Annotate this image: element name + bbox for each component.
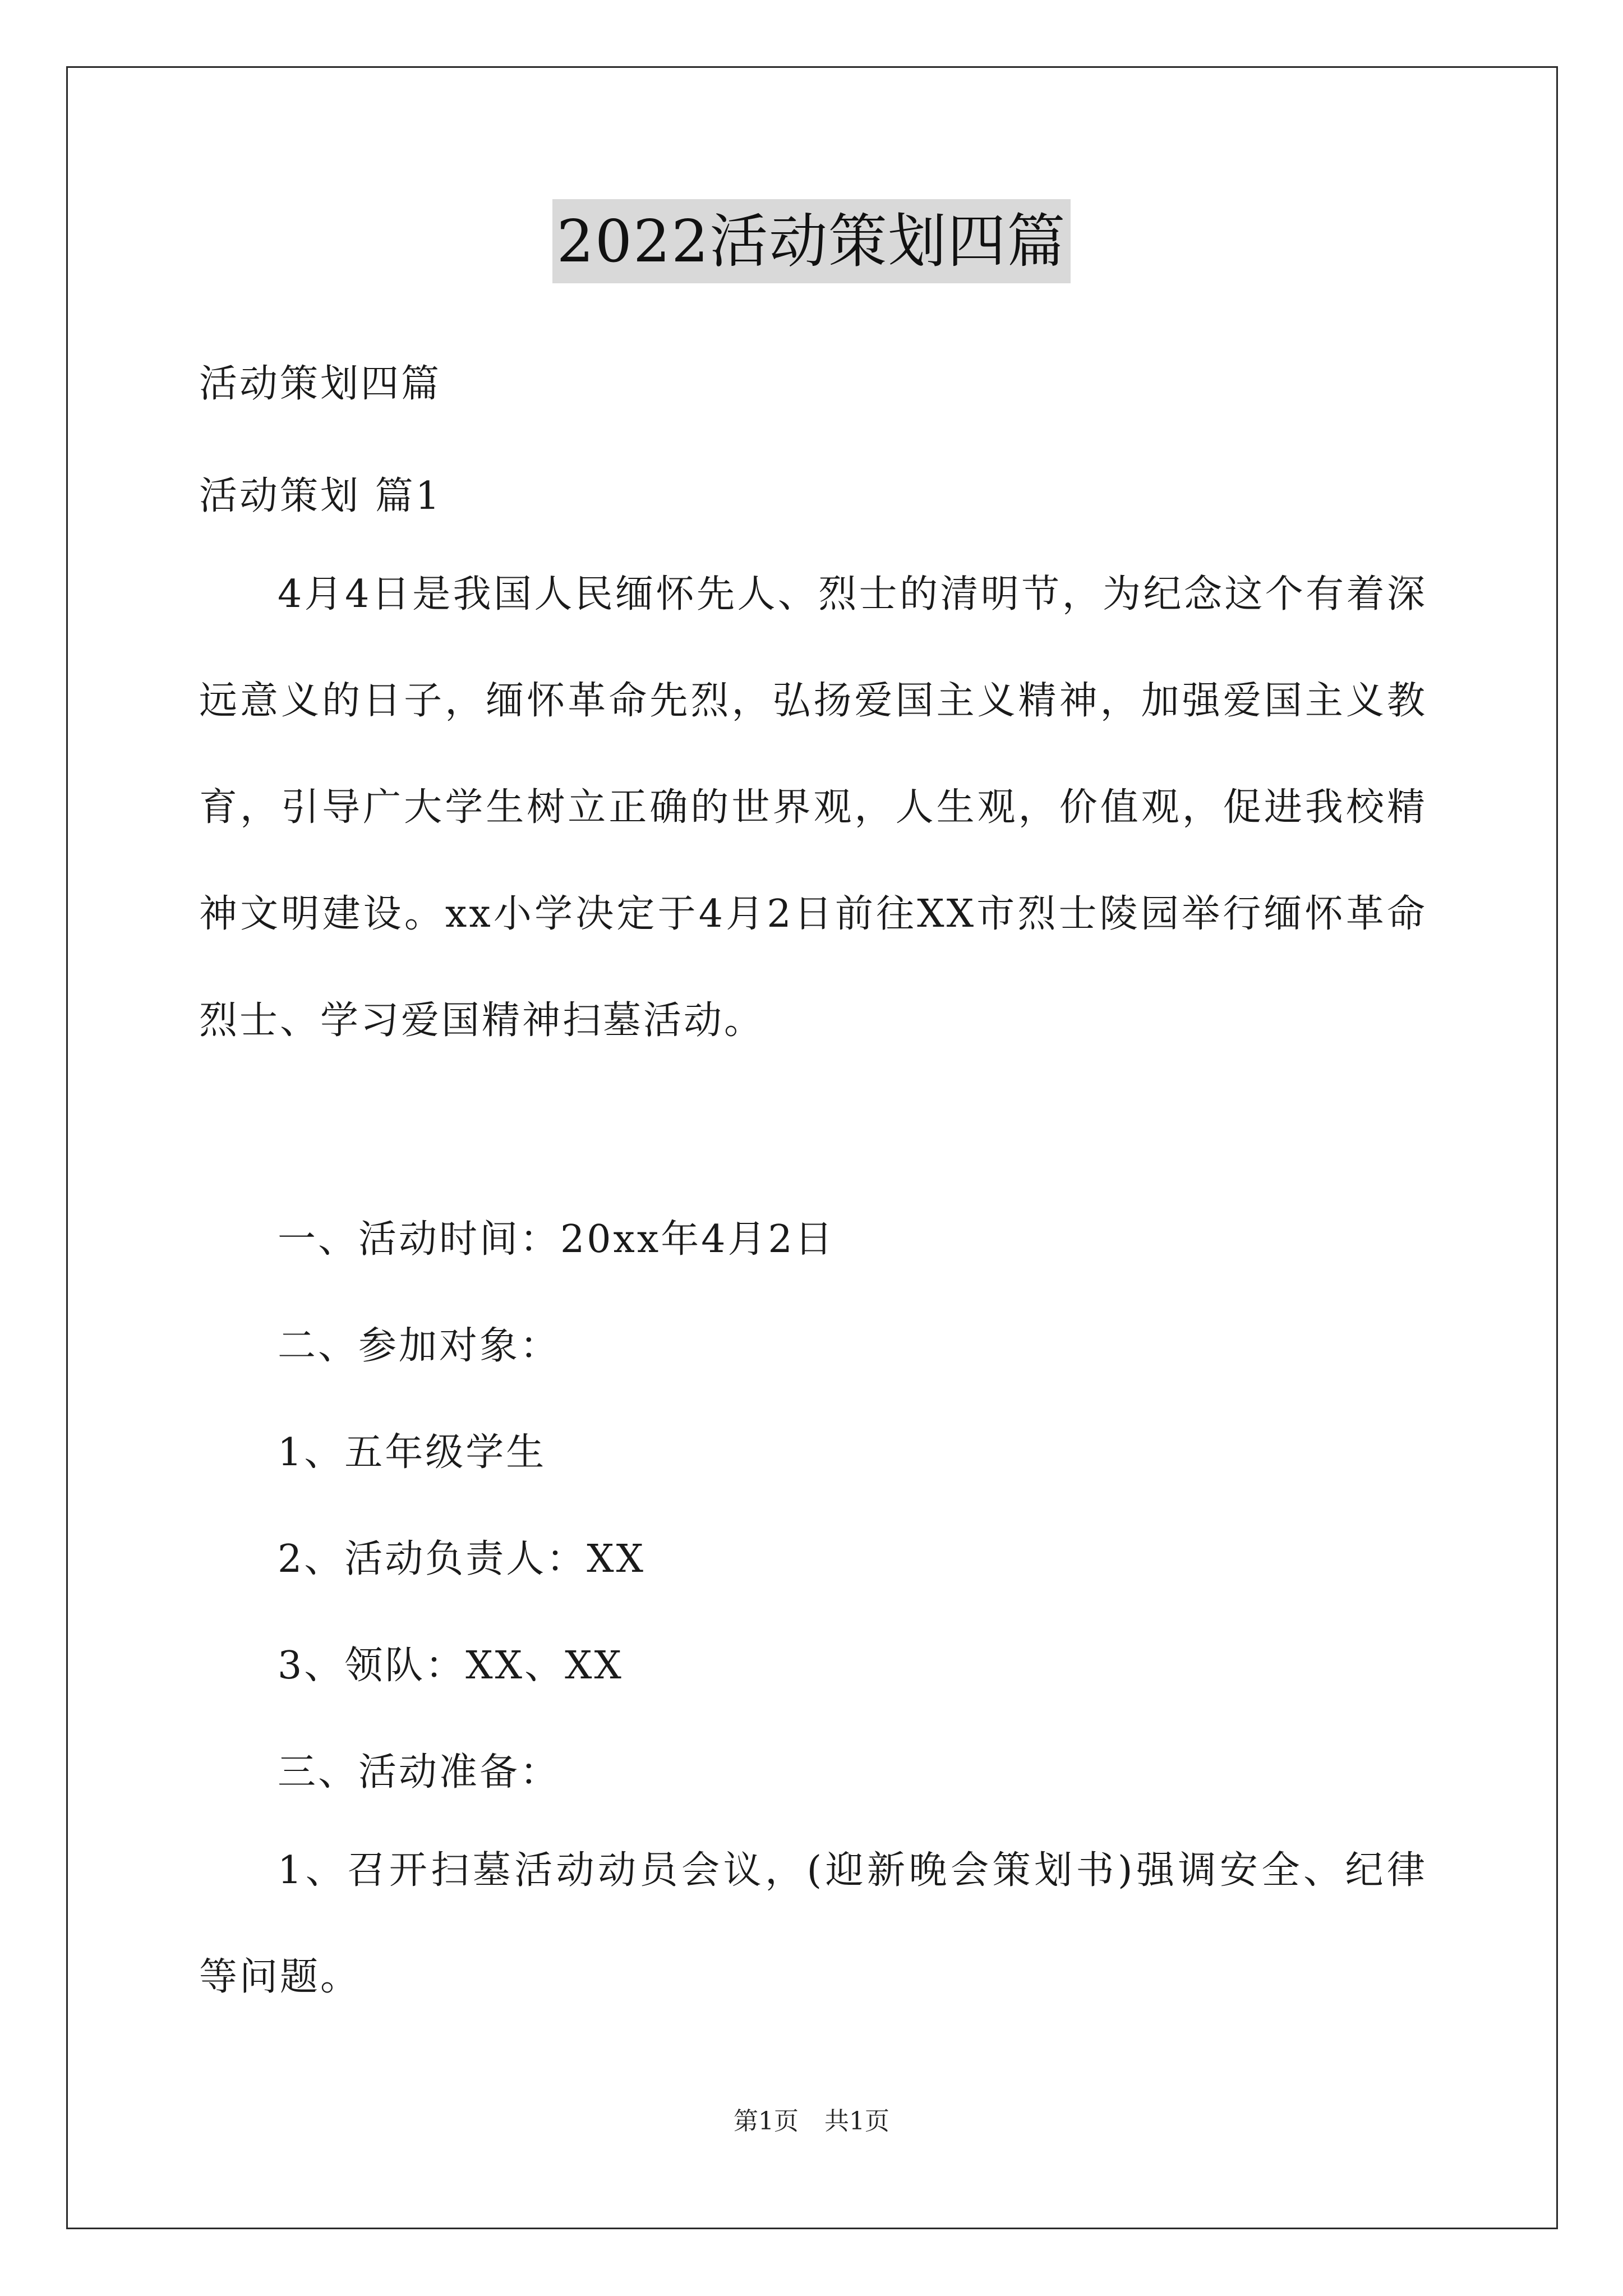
list-item-grade: 1、五年级学生 bbox=[278, 1430, 547, 1475]
intro-paragraph: 4月4日是我国人民缅怀先人、烈士的清明节，为纪念这个有着深远意义的日子，缅怀革命先烈，弘扬爱国主义精神，加强爱国主义教育，引导广大学生树立正确的世界观，人生观，价值观，促进我校精神文明建设。xx小学决定于4月2日前往XX市烈士陵园举行缅怀革命烈士、学习爱国精神扫墓活动。 bbox=[199, 572, 1427, 1043]
list-item-preparation: 三、活动准备： bbox=[278, 1750, 561, 1795]
list-item-activity-time: 一、活动时间：20xx年4月2日 bbox=[278, 1217, 835, 1262]
prep-paragraph: 1、召开扫墓活动动员会议，(迎新晚会策划书)强调安全、纪律等问题。 bbox=[199, 1848, 1427, 1999]
document-subtitle: 活动策划四篇 bbox=[199, 362, 442, 406]
list-item-team-leads: 3、领队：XX、XX bbox=[278, 1644, 624, 1688]
page-number: 第1页 bbox=[734, 2107, 799, 2136]
section-heading: 活动策划 篇1 bbox=[199, 474, 442, 518]
page-total: 共1页 bbox=[824, 2107, 889, 2136]
document-title: 2022活动策划四篇 bbox=[552, 199, 1071, 283]
page-footer bbox=[0, 2101, 1623, 2137]
list-item-participants: 二、参加对象： bbox=[278, 1324, 561, 1368]
list-item-leader: 2、活动负责人：XX bbox=[278, 1537, 646, 1581]
document-body bbox=[199, 0, 1427, 2296]
